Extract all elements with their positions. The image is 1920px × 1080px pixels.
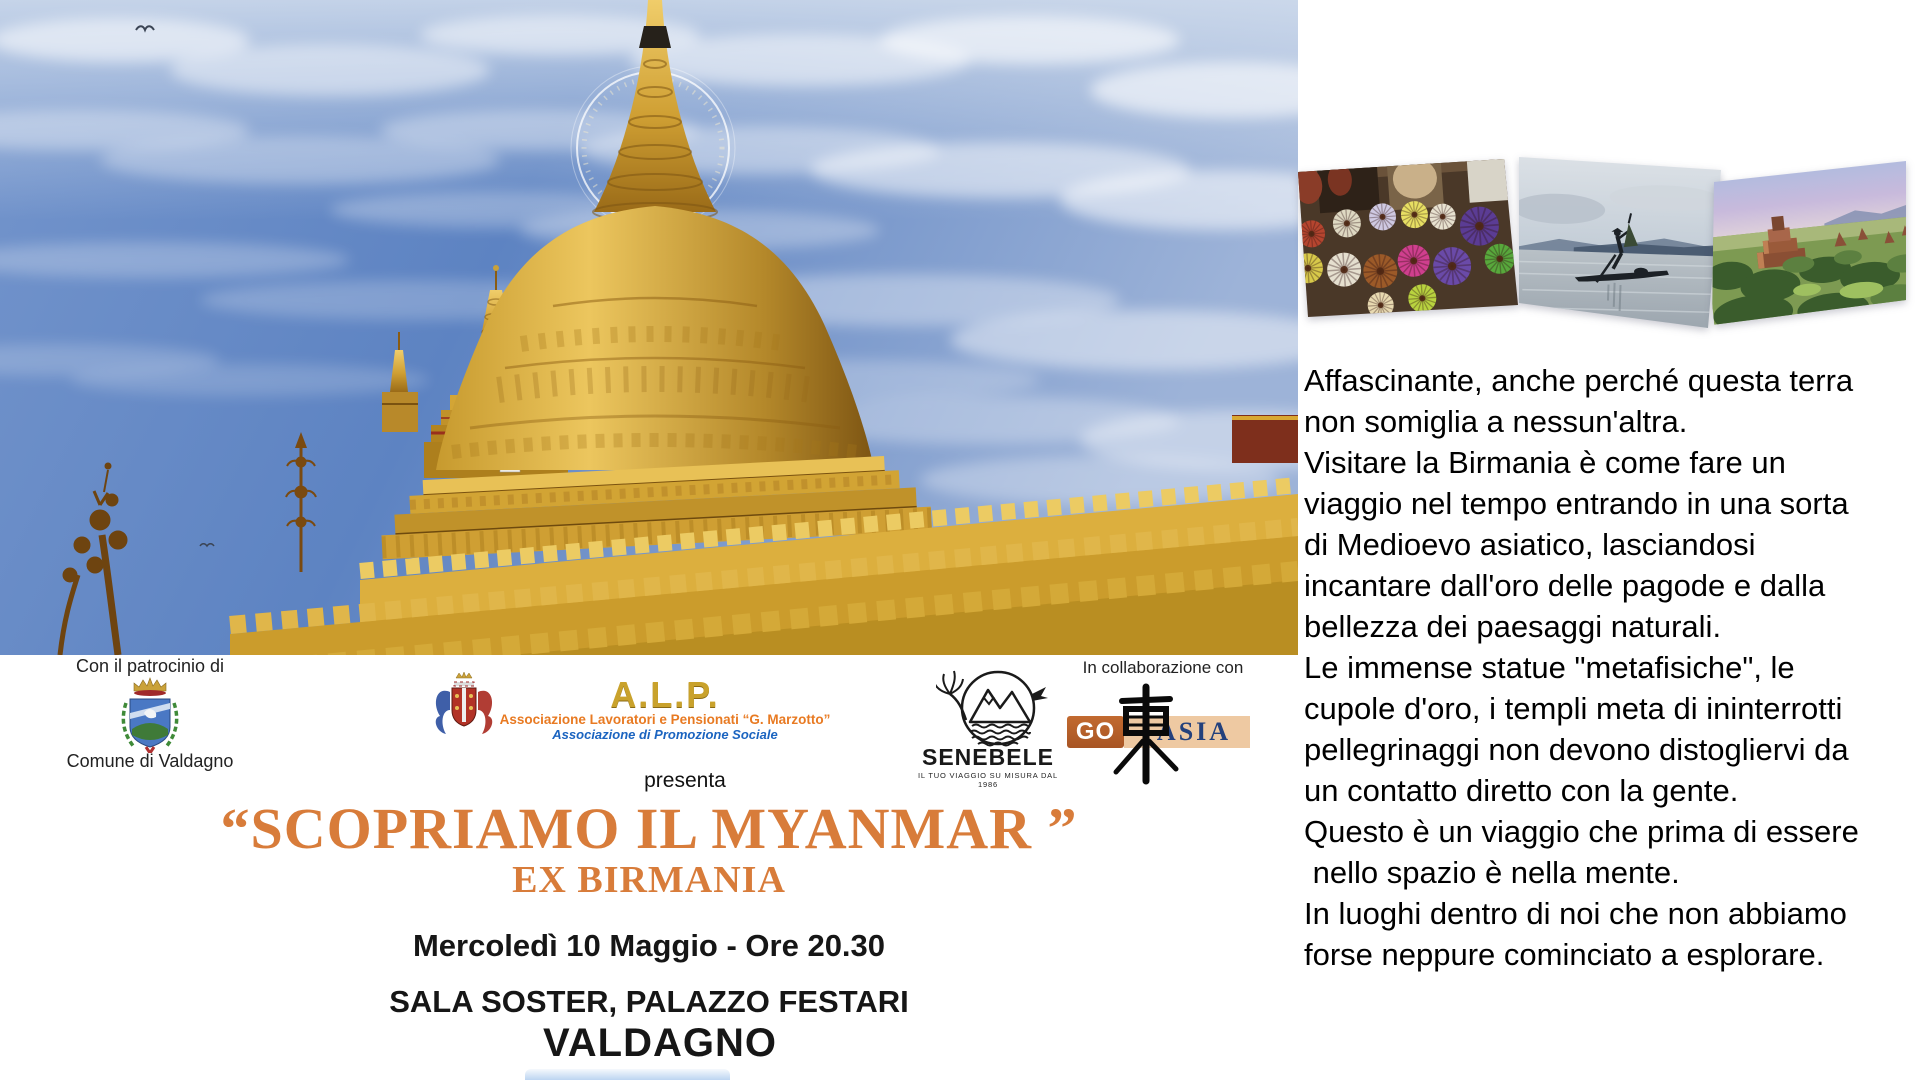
goasia-kanji-icon (1100, 678, 1192, 790)
description-line: In luoghi dentro di noi che non abbiamo (1304, 896, 1847, 931)
photo-strip (1298, 143, 1920, 348)
description-line: Le immense statue "metafisiche", le (1304, 650, 1795, 685)
description-line: bellezza dei paesaggi naturali. (1304, 609, 1722, 644)
description-line: non somiglia a nessun'altra. (1304, 404, 1688, 439)
description-line: pellegrinaggi non devono distogliervi da (1304, 732, 1849, 767)
description-line: di Medioevo asiatico, lasciandosi (1304, 527, 1756, 562)
pagoda-photo (0, 0, 1298, 655)
senebele-tagline: IL TUO VIAGGIO SU MISURA DAL 1986 (918, 771, 1058, 789)
description-text (1304, 360, 1919, 975)
description-line: un contatto diretto con la gente. (1304, 773, 1739, 808)
description-line: nello spazio è nella mente. (1304, 855, 1680, 890)
alp-acronym: A.L.P. (610, 674, 720, 715)
description-line: Questo è un viaggio che prima di essere (1304, 814, 1859, 849)
photo-temples (1298, 143, 1920, 348)
alp-line2: Associazione di Promozione Sociale (552, 727, 778, 742)
description-line: Visitare la Birmania è come fare un (1304, 445, 1786, 480)
collaboration-label: In collaborazione con (1082, 658, 1244, 677)
presents-label: presenta (644, 769, 726, 792)
description-line: forse neppure cominciato a esplorare. (1304, 937, 1825, 972)
goasia-asia-text: ASIA (1156, 717, 1232, 746)
event-title: “SCOPRIAMO IL MYANMAR ” (220, 796, 1078, 861)
event-date: Mercoledì 10 Maggio - Ore 20.30 (412, 928, 886, 963)
description-line: incantare dall'oro delle pagode e dalla (1304, 568, 1826, 603)
event-city: VALDAGNO (543, 1021, 777, 1065)
cropped-image-edge (525, 1069, 730, 1080)
senebele-name: SENEBELE (922, 744, 1054, 770)
description-line: viaggio nel tempo entrando in una sorta (1304, 486, 1849, 521)
comune-valdagno-crest-icon (118, 675, 182, 753)
description-line: cupole d'oro, i templi meta di ininterrotti (1304, 691, 1843, 726)
patronage-label: Con il patrocinio di (75, 656, 225, 676)
event-venue: SALA SOSTER, PALAZZO FESTARI (389, 984, 909, 1019)
goasia-go-text: GO (1075, 718, 1116, 745)
senebele-logo-icon (936, 666, 1058, 750)
event-subtitle: EX BIRMANIA (512, 859, 786, 901)
alp-line1: Associazione Lavoratori e Pensionati “G. Marzotto” (499, 712, 831, 727)
red-roof (1232, 415, 1298, 463)
patronage-org: Comune di Valdagno (66, 751, 234, 771)
description-line: Affascinante, anche perché questa terra (1304, 363, 1854, 398)
